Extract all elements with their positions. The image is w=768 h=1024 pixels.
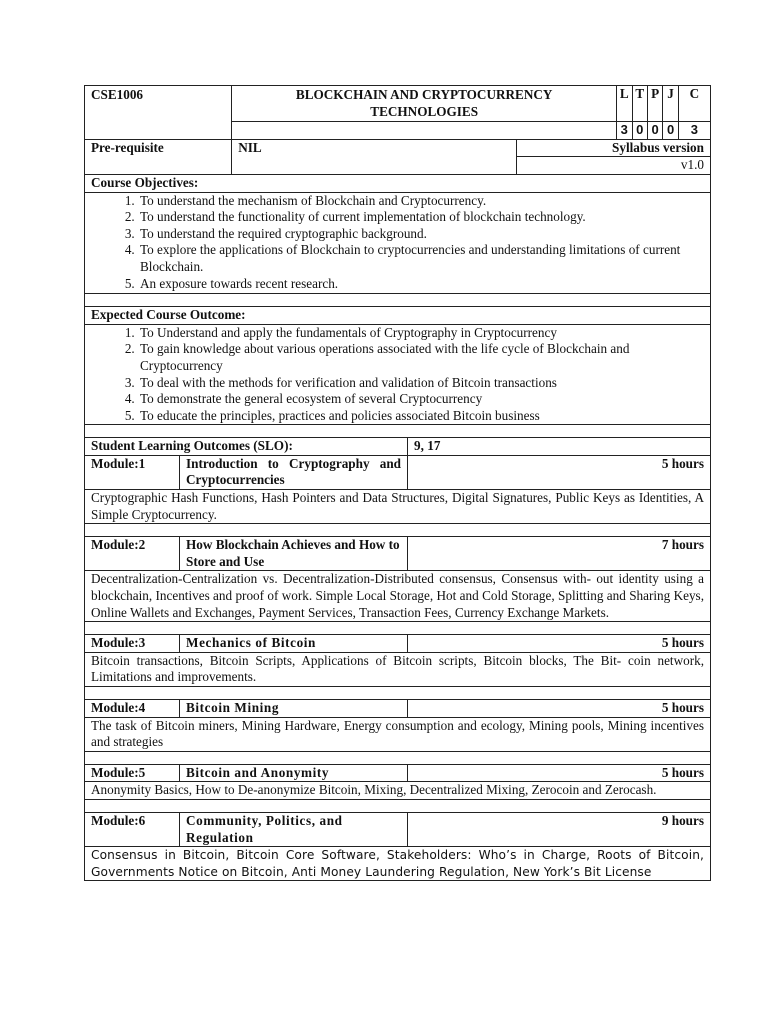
ltpjc-label-t: T: [632, 86, 647, 122]
module-title: Community, Politics, and Regulation: [180, 812, 408, 846]
ltpjc-value-j: 0: [663, 122, 678, 140]
ltpjc-value-t: 0: [632, 122, 647, 140]
spacer-row: [85, 751, 711, 764]
header-row: [85, 86, 711, 122]
module-3-header: [85, 635, 711, 653]
ltpjc-value-p: 0: [647, 122, 662, 140]
spacer: [85, 799, 711, 812]
module-title: Mechanics of Bitcoin: [180, 635, 408, 653]
spacer: [85, 751, 711, 764]
title-filler: [232, 122, 617, 140]
module-hours: 5 hours: [408, 700, 711, 718]
outcomes-row: [85, 324, 711, 425]
syllabus-version-label: Syllabus version: [517, 139, 711, 157]
spacer-row: [85, 799, 711, 812]
list-item: 3. To understand the required cryptographic background.: [138, 226, 704, 243]
module-hours: 5 hours: [408, 635, 711, 653]
module-title: Bitcoin Mining: [180, 700, 408, 718]
module-1-header: [85, 455, 711, 489]
slo-value: 9, 17: [408, 438, 711, 456]
ltpjc-label-l: L: [617, 86, 632, 122]
list-item: 4. To explore the applications of Blockchain to cryptocurrencies and understanding limitations of current Blockchain.: [138, 242, 704, 275]
module-label: Module:5: [85, 764, 180, 782]
course-code: CSE1006: [85, 86, 232, 140]
module-hours: 5 hours: [408, 455, 711, 489]
module-description: Cryptographic Hash Functions, Hash Pointers and Data Structures, Digital Signatures, Public Keys as Identities, A Simple Cryptocurrency.: [85, 490, 711, 524]
module-2-header: [85, 537, 711, 571]
list-item: 1. To Understand and apply the fundamentals of Cryptography in Cryptocurrency: [138, 325, 704, 342]
spacer-row: [85, 294, 711, 307]
ltpjc-label-p: P: [647, 86, 662, 122]
course-title: BLOCKCHAIN AND CRYPTOCURRENCY TECHNOLOGIES: [232, 86, 617, 122]
spacer-row: [85, 622, 711, 635]
module-label: Module:3: [85, 635, 180, 653]
outcomes-heading: Expected Course Outcome:: [85, 307, 711, 325]
module-hours: 5 hours: [408, 764, 711, 782]
ltpjc-value-c: 3: [678, 122, 710, 140]
ltpjc-value-l: 3: [617, 122, 632, 140]
spacer: [85, 425, 711, 438]
list-item: 2. To understand the functionality of current implementation of blockchain technology.: [138, 209, 704, 226]
module-description: Decentralization-Centralization vs. Decentralization-Distributed consensus, Consensus with- out identity using a blockchain, Incentives and proof of work. Simple Local Storage, Hot and Cold Storage, Splitting and Sharing Keys, Online Wallets and Exchanges, Payment Services, Transaction Fees, Currency Exchange Markets.: [85, 571, 711, 622]
module-2-description-row: [85, 571, 711, 622]
objectives-heading: Course Objectives:: [85, 174, 711, 192]
ltpjc-label-j: J: [663, 86, 678, 122]
syllabus-table: [84, 85, 711, 881]
spacer-row: [85, 687, 711, 700]
objectives-list: [91, 193, 704, 293]
module-title: Introduction to Cryptography and Cryptocurrencies: [180, 455, 408, 489]
module-hours: 9 hours: [408, 812, 711, 846]
spacer-row: [85, 524, 711, 537]
slo-label: Student Learning Outcomes (SLO):: [85, 438, 408, 456]
list-item: 4. To demonstrate the general ecosystem of several Cryptocurrency: [138, 391, 704, 408]
list-item: 1. To understand the mechanism of Blockchain and Cryptocurrency.: [138, 193, 704, 210]
list-item: 5. To educate the principles, practices and policies associated Bitcoin business: [138, 408, 704, 425]
objectives-heading-row: [85, 174, 711, 192]
module-6-header: [85, 812, 711, 846]
syllabus-version-value: v1.0: [517, 157, 711, 175]
module-4-description-row: [85, 717, 711, 751]
module-label: Module:1: [85, 455, 180, 489]
module-label: Module:4: [85, 700, 180, 718]
objectives-cell: [85, 192, 711, 294]
list-item: 3. To deal with the methods for verification and validation of Bitcoin transactions: [138, 375, 704, 392]
spacer: [85, 622, 711, 635]
slo-row: [85, 438, 711, 456]
module-4-header: [85, 700, 711, 718]
list-item: 2. To gain knowledge about various operations associated with the life cycle of Blockchain and Cryptocurrency: [138, 341, 704, 374]
ltpjc-label-c: C: [678, 86, 710, 122]
module-description: Anonymity Basics, How to De-anonymize Bitcoin, Mixing, Decentralized Mixing, Zerocoin and Zerocash.: [85, 782, 711, 800]
module-1-description-row: [85, 490, 711, 524]
spacer: [85, 687, 711, 700]
module-5-description-row: [85, 782, 711, 800]
spacer: [85, 524, 711, 537]
module-description: Bitcoin transactions, Bitcoin Scripts, Applications of Bitcoin scripts, Bitcoin blocks, The Bit- coin network, Limitations and improvements.: [85, 652, 711, 686]
prerequisite-value: NIL: [232, 139, 517, 174]
outcomes-cell: [85, 324, 711, 425]
module-6-description-row: [85, 847, 711, 881]
module-label: Module:2: [85, 537, 180, 571]
module-label: Module:6: [85, 812, 180, 846]
outcomes-list: [91, 325, 704, 425]
module-hours: 7 hours: [408, 537, 711, 571]
prerequisite-row: [85, 139, 711, 157]
prerequisite-label: Pre-requisite: [85, 139, 232, 174]
outcomes-heading-row: [85, 307, 711, 325]
spacer: [85, 294, 711, 307]
module-description: Consensus in Bitcoin, Bitcoin Core Software, Stakeholders: Who’s in Charge, Roots of Bitcoin, Governments Notice on Bitcoin, Anti Money Laundering Regulation, New York’s Bit License: [85, 847, 711, 881]
module-description: The task of Bitcoin miners, Mining Hardware, Energy consumption and ecology, Mining pools, Mining incentives and strategies: [85, 717, 711, 751]
module-3-description-row: [85, 652, 711, 686]
list-item: 5. An exposure towards recent research.: [138, 276, 704, 293]
module-title: Bitcoin and Anonymity: [180, 764, 408, 782]
objectives-row: [85, 192, 711, 294]
module-5-header: [85, 764, 711, 782]
module-title: How Blockchain Achieves and How to Store and Use: [180, 537, 408, 571]
spacer-row: [85, 425, 711, 438]
